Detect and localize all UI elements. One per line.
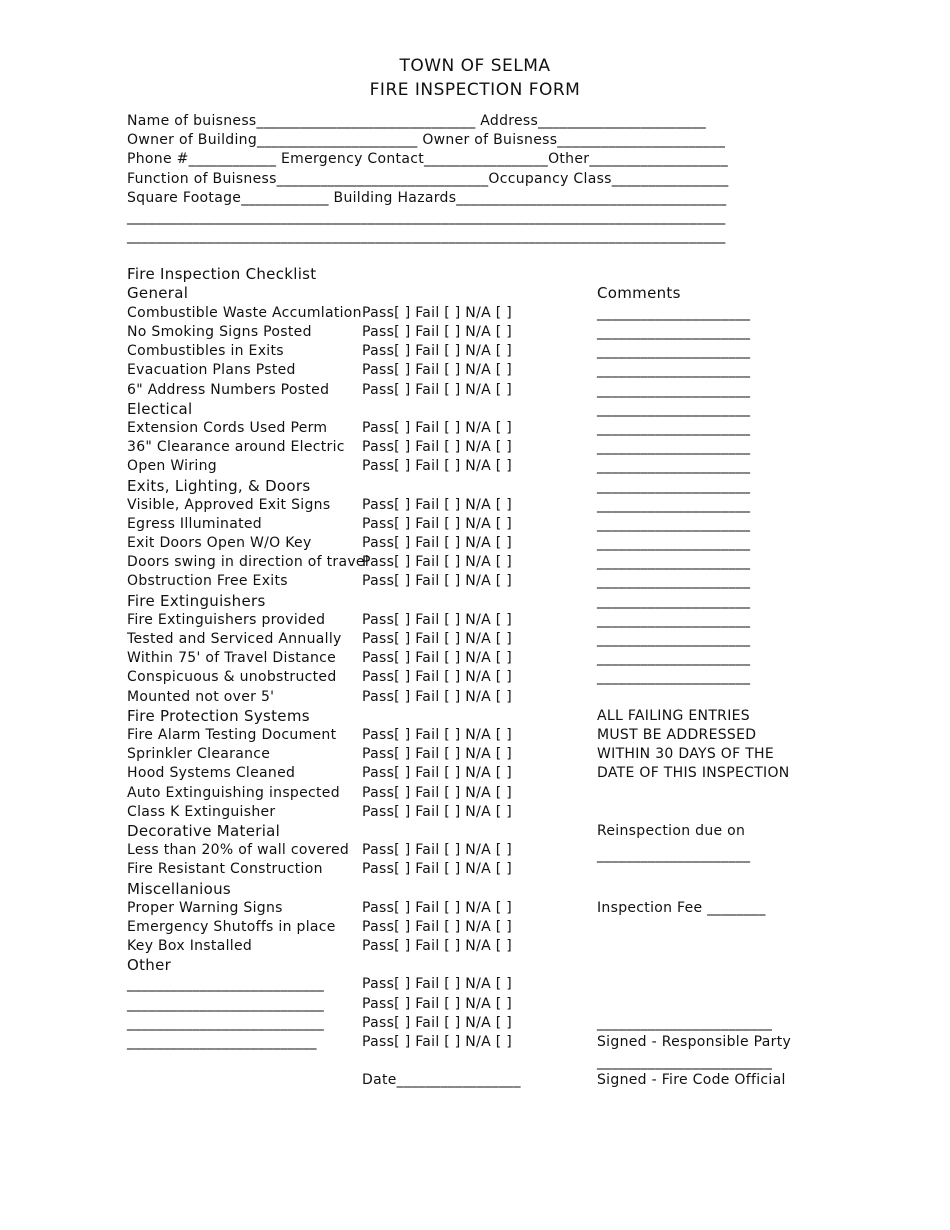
- item-label: Doors swing in direction of travel: [127, 554, 370, 570]
- signature-line-responsible[interactable]: ________________________: [597, 1015, 773, 1031]
- pass-fail-na[interactable]: Pass[ ] Fail [ ] N/A [ ]: [362, 842, 512, 858]
- pass-fail-na[interactable]: Pass[ ] Fail [ ] N/A [ ]: [362, 1015, 512, 1031]
- signature-label-official: Signed - Fire Code Official: [597, 1072, 786, 1088]
- pass-fail-na[interactable]: Pass[ ] Fail [ ] N/A [ ]: [362, 976, 512, 992]
- comment-blank[interactable]: _____________________: [597, 497, 751, 513]
- item-label: Tested and Serviced Annually: [127, 631, 342, 647]
- business-name-line[interactable]: Name of buisness______________________________ Address_______________________: [127, 113, 707, 129]
- notice-line: MUST BE ADDRESSED: [597, 727, 757, 743]
- comment-blank[interactable]: _____________________: [597, 478, 751, 494]
- item-label: Evacuation Plans Psted: [127, 362, 296, 378]
- checklist-title: Fire Inspection Checklist: [127, 265, 317, 283]
- other-item-blank[interactable]: ___________________________: [127, 976, 325, 992]
- item-label: Within 75' of Travel Distance: [127, 650, 337, 666]
- section-general: General: [127, 284, 189, 302]
- comment-blank[interactable]: _____________________: [597, 631, 751, 647]
- item-label: Fire Alarm Testing Document: [127, 727, 337, 743]
- comment-blank[interactable]: _____________________: [597, 343, 751, 359]
- pass-fail-na[interactable]: Pass[ ] Fail [ ] N/A [ ]: [362, 1034, 512, 1050]
- comment-blank[interactable]: _____________________: [597, 382, 751, 398]
- pass-fail-na[interactable]: Pass[ ] Fail [ ] N/A [ ]: [362, 497, 512, 513]
- comment-blank[interactable]: _____________________: [597, 324, 751, 340]
- owner-line[interactable]: Owner of Building______________________ Owner of Buisness_______________________: [127, 132, 726, 148]
- item-label: Egress Illuminated: [127, 516, 262, 532]
- notice-line: DATE OF THIS INSPECTION: [597, 765, 790, 781]
- pass-fail-na[interactable]: Pass[ ] Fail [ ] N/A [ ]: [362, 305, 512, 321]
- comment-blank[interactable]: _____________________: [597, 305, 751, 321]
- comments-header: Comments: [597, 284, 681, 302]
- section-exits: Exits, Lighting, & Doors: [127, 477, 311, 495]
- signature-label-responsible: Signed - Responsible Party: [597, 1034, 792, 1050]
- pass-fail-na[interactable]: Pass[ ] Fail [ ] N/A [ ]: [362, 420, 512, 436]
- pass-fail-na[interactable]: Pass[ ] Fail [ ] N/A [ ]: [362, 900, 512, 916]
- section-misc: Miscellanious: [127, 880, 231, 898]
- comment-blank[interactable]: _____________________: [597, 669, 751, 685]
- signature-line-official[interactable]: ________________________: [597, 1054, 773, 1070]
- pass-fail-na[interactable]: Pass[ ] Fail [ ] N/A [ ]: [362, 746, 512, 762]
- comment-blank[interactable]: _____________________: [597, 458, 751, 474]
- other-item-blank[interactable]: __________________________: [127, 1034, 317, 1050]
- comment-blank[interactable]: _____________________: [597, 612, 751, 628]
- section-decorative: Decorative Material: [127, 822, 281, 840]
- item-label: Visible, Approved Exit Signs: [127, 497, 331, 513]
- pass-fail-na[interactable]: Pass[ ] Fail [ ] N/A [ ]: [362, 535, 512, 551]
- comment-blank[interactable]: _____________________: [597, 439, 751, 455]
- section-electrical: Electical: [127, 400, 193, 418]
- pass-fail-na[interactable]: Pass[ ] Fail [ ] N/A [ ]: [362, 324, 512, 340]
- item-label: Combustible Waste Accumlation: [127, 305, 362, 321]
- item-label: Conspicuous & unobstructed: [127, 669, 337, 685]
- form-subtitle: FIRE INSPECTION FORM: [369, 80, 581, 100]
- comment-blank[interactable]: _____________________: [597, 554, 751, 570]
- item-label: Hood Systems Cleaned: [127, 765, 296, 781]
- item-label: 36" Clearance around Electric: [127, 439, 345, 455]
- comment-blank[interactable]: _____________________: [597, 650, 751, 666]
- item-label: Combustibles in Exits: [127, 343, 284, 359]
- item-label: Mounted not over 5': [127, 689, 275, 705]
- pass-fail-na[interactable]: Pass[ ] Fail [ ] N/A [ ]: [362, 554, 512, 570]
- hazards-extra-line[interactable]: __________________________________________________________________________________: [127, 228, 726, 244]
- pass-fail-na[interactable]: Pass[ ] Fail [ ] N/A [ ]: [362, 727, 512, 743]
- comment-blank[interactable]: _____________________: [597, 535, 751, 551]
- pass-fail-na[interactable]: Pass[ ] Fail [ ] N/A [ ]: [362, 343, 512, 359]
- pass-fail-na[interactable]: Pass[ ] Fail [ ] N/A [ ]: [362, 669, 512, 685]
- comment-blank[interactable]: _____________________: [597, 516, 751, 532]
- pass-fail-na[interactable]: Pass[ ] Fail [ ] N/A [ ]: [362, 804, 512, 820]
- reinspection-label: Reinspection due on: [597, 823, 746, 839]
- section-other: Other: [127, 956, 172, 974]
- item-label: Emergency Shutoffs in place: [127, 919, 336, 935]
- square-footage-line[interactable]: Square Footage____________ Building Hazards_____________________________________: [127, 190, 727, 206]
- item-label: Obstruction Free Exits: [127, 573, 288, 589]
- comment-blank[interactable]: _____________________: [597, 420, 751, 436]
- item-label: Open Wiring: [127, 458, 217, 474]
- other-item-blank[interactable]: ___________________________: [127, 996, 325, 1012]
- item-label: Less than 20% of wall covered: [127, 842, 350, 858]
- notice-line: WITHIN 30 DAYS OF THE: [597, 746, 775, 762]
- pass-fail-na[interactable]: Pass[ ] Fail [ ] N/A [ ]: [362, 516, 512, 532]
- pass-fail-na[interactable]: Pass[ ] Fail [ ] N/A [ ]: [362, 765, 512, 781]
- pass-fail-na[interactable]: Pass[ ] Fail [ ] N/A [ ]: [362, 861, 512, 877]
- form-title: TOWN OF SELMA: [399, 56, 551, 76]
- pass-fail-na[interactable]: Pass[ ] Fail [ ] N/A [ ]: [362, 631, 512, 647]
- item-label: Fire Extinguishers provided: [127, 612, 326, 628]
- section-protection: Fire Protection Systems: [127, 707, 310, 725]
- pass-fail-na[interactable]: Pass[ ] Fail [ ] N/A [ ]: [362, 919, 512, 935]
- item-label: Sprinkler Clearance: [127, 746, 271, 762]
- item-label: No Smoking Signs Posted: [127, 324, 312, 340]
- pass-fail-na[interactable]: Pass[ ] Fail [ ] N/A [ ]: [362, 439, 512, 455]
- notice-line: ALL FAILING ENTRIES: [597, 708, 750, 724]
- phone-line[interactable]: Phone #____________ Emergency Contact_________________Other___________________: [127, 151, 729, 167]
- pass-fail-na[interactable]: Pass[ ] Fail [ ] N/A [ ]: [362, 382, 512, 398]
- pass-fail-na[interactable]: Pass[ ] Fail [ ] N/A [ ]: [362, 612, 512, 628]
- item-label: Proper Warning Signs: [127, 900, 283, 916]
- function-line[interactable]: Function of Buisness_____________________________Occupancy Class________________: [127, 171, 729, 187]
- inspection-fee-field[interactable]: Inspection Fee ________: [597, 900, 766, 916]
- pass-fail-na[interactable]: Pass[ ] Fail [ ] N/A [ ]: [362, 689, 512, 705]
- comment-blank[interactable]: _____________________: [597, 401, 751, 417]
- reinspection-blank[interactable]: _____________________: [597, 847, 751, 863]
- comment-blank[interactable]: _____________________: [597, 362, 751, 378]
- date-field[interactable]: Date_________________: [362, 1072, 521, 1088]
- pass-fail-na[interactable]: Pass[ ] Fail [ ] N/A [ ]: [362, 650, 512, 666]
- hazards-extra-line[interactable]: __________________________________________________________________________________: [127, 209, 726, 225]
- item-label: Fire Resistant Construction: [127, 861, 323, 877]
- item-label: 6" Address Numbers Posted: [127, 382, 330, 398]
- pass-fail-na[interactable]: Pass[ ] Fail [ ] N/A [ ]: [362, 362, 512, 378]
- item-label: Auto Extinguishing inspected: [127, 785, 340, 801]
- item-label: Key Box Installed: [127, 938, 253, 954]
- comment-blank[interactable]: _____________________: [597, 573, 751, 589]
- pass-fail-na[interactable]: Pass[ ] Fail [ ] N/A [ ]: [362, 996, 512, 1012]
- pass-fail-na[interactable]: Pass[ ] Fail [ ] N/A [ ]: [362, 938, 512, 954]
- item-label: Exit Doors Open W/O Key: [127, 535, 312, 551]
- item-label: Extension Cords Used Perm: [127, 420, 328, 436]
- pass-fail-na[interactable]: Pass[ ] Fail [ ] N/A [ ]: [362, 785, 512, 801]
- comment-blank[interactable]: _____________________: [597, 593, 751, 609]
- pass-fail-na[interactable]: Pass[ ] Fail [ ] N/A [ ]: [362, 573, 512, 589]
- item-label: Class K Extinguisher: [127, 804, 276, 820]
- section-extinguishers: Fire Extinguishers: [127, 592, 266, 610]
- other-item-blank[interactable]: ___________________________: [127, 1015, 325, 1031]
- pass-fail-na[interactable]: Pass[ ] Fail [ ] N/A [ ]: [362, 458, 512, 474]
